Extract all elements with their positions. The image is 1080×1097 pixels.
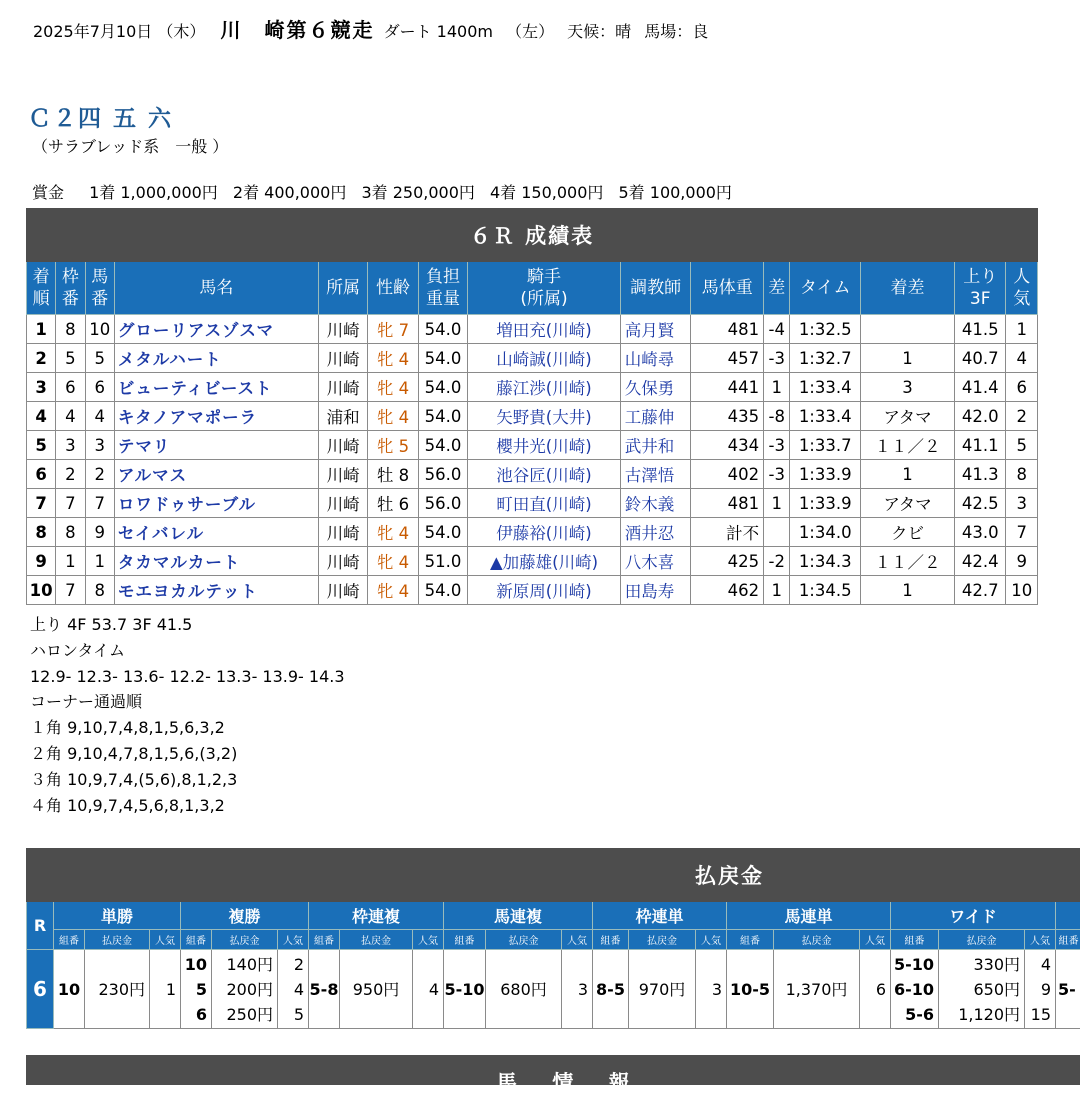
payout-sub-row [27, 930, 1080, 950]
popularity: 6 [1006, 373, 1038, 402]
result-row [27, 576, 1038, 605]
weight-diff [764, 518, 790, 547]
group-fukusho: 複勝 [181, 902, 309, 930]
sub-pop: 人気 [150, 930, 181, 950]
sex-age: 牡 8 [368, 460, 418, 489]
corner-1: １角 9,10,7,4,8,1,5,6,3,2 [30, 715, 345, 741]
tansho-amount: 230円 [85, 950, 150, 1029]
carried-weight: 54.0 [418, 518, 467, 547]
col-diff: 差 [764, 262, 790, 315]
rank: 7 [27, 489, 56, 518]
trainer-link[interactable]: 鈴木義 [620, 489, 691, 518]
wakuren-fuku-amount: 950円 [340, 950, 413, 1029]
horse-number: 10 [85, 315, 114, 344]
col-weight: 負担 重量 [418, 262, 467, 315]
popularity: 7 [1006, 518, 1038, 547]
body-weight: 441 [691, 373, 764, 402]
weight-diff: -2 [764, 547, 790, 576]
rank: 1 [27, 315, 56, 344]
result-row [27, 373, 1038, 402]
trainer-link[interactable]: 工藤伸 [620, 402, 691, 431]
group-umaren-fuku: 馬連複 [444, 902, 593, 930]
horse-name-link[interactable]: モエヨカルテット [114, 576, 318, 605]
carried-weight: 51.0 [418, 547, 467, 576]
horse-number: 1 [85, 547, 114, 576]
horse-info-title: 馬 情 報 [496, 1067, 644, 1097]
cutoff-combo: 5- [1056, 950, 1080, 1029]
margin: １１／２ [861, 547, 955, 576]
trainer-link[interactable]: 八木喜 [620, 547, 691, 576]
prize-item: 4着 150,000円 [490, 183, 603, 202]
body-weight: 402 [691, 460, 764, 489]
sub-combo: 組番 [444, 930, 486, 950]
affiliation: 川崎 [318, 576, 367, 605]
wakuren-fuku-pop: 4 [413, 950, 444, 1029]
result-row [27, 315, 1038, 344]
finish-time: 1:33.4 [790, 373, 861, 402]
rank: 8 [27, 518, 56, 547]
carried-weight: 56.0 [418, 489, 467, 518]
result-row [27, 518, 1038, 547]
margin [861, 315, 955, 344]
affiliation: 川崎 [318, 373, 367, 402]
sex-age: 牝 5 [368, 431, 418, 460]
trainer-link[interactable]: 久保勇 [620, 373, 691, 402]
margin: 1 [861, 344, 955, 373]
wakuren-tan-amount: 970円 [629, 950, 696, 1029]
weight-diff: 1 [764, 489, 790, 518]
prize-item: 2着 400,000円 [233, 183, 346, 202]
sub-pop: 人気 [562, 930, 593, 950]
corner-label: コーナー通過順 [30, 689, 345, 715]
corner-4: ４角 10,9,7,4,5,6,8,1,3,2 [30, 793, 345, 819]
fukusho-amounts: 140円 200円 250円 [212, 950, 278, 1029]
margin: アタマ [861, 489, 955, 518]
results-table [26, 208, 1038, 605]
sub-pop: 人気 [278, 930, 309, 950]
race-header [33, 14, 708, 43]
last-3f: 40.7 [954, 344, 1006, 373]
horse-name-link[interactable]: キタノアマポーラ [114, 402, 318, 431]
weight-diff: 1 [764, 576, 790, 605]
race-date: 2025年7月10日 [33, 22, 152, 41]
body-weight: 481 [691, 315, 764, 344]
col-popularity: 人 気 [1006, 262, 1038, 315]
finish-time: 1:33.9 [790, 460, 861, 489]
corner-2: ２角 9,10,4,7,8,1,5,6,(3,2) [30, 741, 345, 767]
sub-combo: 組番 [727, 930, 774, 950]
umaren-fuku-pop: 3 [562, 950, 593, 1029]
frame-number: 5 [56, 344, 85, 373]
jockey-link[interactable]: 町田直(川崎) [468, 489, 620, 518]
jockey-link[interactable]: 藤江渉(川崎) [468, 373, 620, 402]
popularity: 3 [1006, 489, 1038, 518]
sub-combo: 組番 [1056, 930, 1080, 950]
umaren-fuku-amount: 680円 [486, 950, 562, 1029]
margin: １１／２ [861, 431, 955, 460]
sub-combo: 組番 [593, 930, 629, 950]
horse-number: 5 [85, 344, 114, 373]
horse-name-link[interactable]: アルマス [114, 460, 318, 489]
furlong-label: ハロンタイム [30, 638, 345, 664]
margin: アタマ [861, 402, 955, 431]
payout-table [26, 848, 1080, 1029]
group-wakuren-tan: 枠連単 [593, 902, 727, 930]
col-body-weight: 馬体重 [691, 262, 764, 315]
prize-item: 5着 100,000円 [619, 183, 732, 202]
sub-amount: 払戻金 [340, 930, 413, 950]
results-title: ６Ｒ 成績表 [27, 209, 1038, 262]
horse-name-link[interactable]: セイバレル [114, 518, 318, 547]
sub-combo: 組番 [891, 930, 939, 950]
col-race: R [27, 902, 54, 950]
carried-weight: 56.0 [418, 460, 467, 489]
body-weight: 435 [691, 402, 764, 431]
body-weight: 481 [691, 489, 764, 518]
result-row [27, 489, 1038, 518]
trainer-link[interactable]: 高月賢 [620, 315, 691, 344]
trainer-link[interactable]: 古澤悟 [620, 460, 691, 489]
popularity: 9 [1006, 547, 1038, 576]
weight-diff: -8 [764, 402, 790, 431]
umaren-tan-combo: 10-5 [727, 950, 774, 1029]
last-3f: 41.4 [954, 373, 1006, 402]
affiliation: 川崎 [318, 431, 367, 460]
jockey-link[interactable]: 矢野貴(大井) [468, 402, 620, 431]
wakuren-tan-combo: 8-5 [593, 950, 629, 1029]
rank: 9 [27, 547, 56, 576]
col-sex-age: 性齢 [368, 262, 418, 315]
weight-diff: 1 [764, 373, 790, 402]
sex-age: 牝 4 [368, 344, 418, 373]
carried-weight: 54.0 [418, 402, 467, 431]
prize-item: 3着 250,000円 [361, 183, 474, 202]
popularity: 2 [1006, 402, 1038, 431]
affiliation: 川崎 [318, 489, 367, 518]
last-3f: 42.4 [954, 547, 1006, 576]
frame-number: 7 [56, 489, 85, 518]
popularity: 10 [1006, 576, 1038, 605]
group-umaren-tan: 馬連単 [727, 902, 891, 930]
sex-age: 牝 4 [368, 547, 418, 576]
trainer-link[interactable]: 田島寿 [620, 576, 691, 605]
payout-row [27, 950, 1080, 1029]
rank: 2 [27, 344, 56, 373]
affiliation: 浦和 [318, 402, 367, 431]
last-3f: 43.0 [954, 518, 1006, 547]
corner-3: ３角 10,9,7,4,(5,6),8,1,2,3 [30, 767, 345, 793]
finish-time: 1:34.5 [790, 576, 861, 605]
jockey-link[interactable]: 山崎誠(川崎) [468, 344, 620, 373]
carried-weight: 54.0 [418, 344, 467, 373]
group-wakuren-fuku: 枠連複 [309, 902, 444, 930]
trainer-link[interactable]: 酒井忍 [620, 518, 691, 547]
col-number: 馬 番 [85, 262, 114, 315]
tansho-pop: 1 [150, 950, 181, 1029]
sub-combo: 組番 [181, 930, 212, 950]
carried-weight: 54.0 [418, 576, 467, 605]
horse-name-link[interactable]: ビューティビースト [114, 373, 318, 402]
umaren-fuku-combo: 5-10 [444, 950, 486, 1029]
body-weight: 計不 [691, 518, 764, 547]
last-3f: 42.0 [954, 402, 1006, 431]
result-row [27, 431, 1038, 460]
frame-number: 2 [56, 460, 85, 489]
race-direction: （左） [506, 22, 554, 41]
sex-age: 牝 4 [368, 373, 418, 402]
rank: 10 [27, 576, 56, 605]
race-number: 6 [27, 950, 54, 1029]
carried-weight: 54.0 [418, 315, 467, 344]
weight-diff: -3 [764, 460, 790, 489]
col-rank: 着 順 [27, 262, 56, 315]
trainer-link[interactable]: 武井和 [620, 431, 691, 460]
result-row [27, 547, 1038, 576]
weight-diff: -3 [764, 344, 790, 373]
sex-age: 牝 4 [368, 402, 418, 431]
finish-time: 1:32.7 [790, 344, 861, 373]
body-weight: 462 [691, 576, 764, 605]
rank: 3 [27, 373, 56, 402]
group-cutoff [1056, 902, 1080, 930]
payout-group-row [27, 902, 1080, 930]
sub-amount: 払戻金 [629, 930, 696, 950]
popularity: 8 [1006, 460, 1038, 489]
sub-combo: 組番 [54, 930, 85, 950]
weight-diff: -3 [764, 431, 790, 460]
sex-age: 牝 7 [368, 315, 418, 344]
race-class: Ｃ２四 五 六 [28, 100, 173, 133]
affiliation: 川崎 [318, 315, 367, 344]
horse-name-link[interactable]: テマリ [114, 431, 318, 460]
umaren-tan-pop: 6 [860, 950, 891, 1029]
frame-number: 1 [56, 547, 85, 576]
last-3f: 41.1 [954, 431, 1006, 460]
result-row [27, 402, 1038, 431]
prize-money [32, 180, 742, 203]
body-weight: 457 [691, 344, 764, 373]
popularity: 4 [1006, 344, 1038, 373]
col-margin: 着差 [861, 262, 955, 315]
finish-time: 1:33.7 [790, 431, 861, 460]
margin: 1 [861, 460, 955, 489]
results-header-row [27, 262, 1038, 315]
jockey-link[interactable]: 伊藤裕(川崎) [468, 518, 620, 547]
trainer-link[interactable]: 山崎尋 [620, 344, 691, 373]
race-weekday: （木） [157, 22, 205, 41]
horse-name-link[interactable]: ロワドゥサーブル [114, 489, 318, 518]
race-notes [30, 612, 345, 818]
horse-number: 3 [85, 431, 114, 460]
horse-name-link[interactable]: グローリアスゾスマ [114, 315, 318, 344]
sub-amount: 払戻金 [486, 930, 562, 950]
frame-number: 7 [56, 576, 85, 605]
sub-pop: 人気 [860, 930, 891, 950]
rank: 5 [27, 431, 56, 460]
sub-amount: 払戻金 [939, 930, 1025, 950]
sub-pop: 人気 [1025, 930, 1056, 950]
col-last3f: 上り 3F [954, 262, 1006, 315]
prize-item: 1着 1,000,000円 [89, 183, 218, 202]
payout-title: 払戻金 [27, 849, 1080, 902]
affiliation: 川崎 [318, 460, 367, 489]
frame-number: 8 [56, 315, 85, 344]
jockey-link[interactable]: 増田充(川崎) [468, 315, 620, 344]
last-3f: 42.5 [954, 489, 1006, 518]
prize-label: 賞金 [32, 183, 64, 202]
group-wide: ワイド [891, 902, 1056, 930]
sex-age: 牝 4 [368, 576, 418, 605]
margin: 3 [861, 373, 955, 402]
sub-combo: 組番 [309, 930, 340, 950]
frame-number: 3 [56, 431, 85, 460]
horse-info-header [26, 1055, 1080, 1085]
col-affiliation: 所属 [318, 262, 367, 315]
sub-amount: 払戻金 [85, 930, 150, 950]
body-weight: 434 [691, 431, 764, 460]
tansho-combo: 10 [54, 950, 85, 1029]
weight-diff: -4 [764, 315, 790, 344]
horse-number: 2 [85, 460, 114, 489]
race-name: 川 崎第６競走 [220, 18, 374, 42]
last-3f: 41.5 [954, 315, 1006, 344]
race-weather: 天候：晴 [567, 22, 631, 41]
umaren-tan-amount: 1,370円 [774, 950, 860, 1029]
sub-pop: 人気 [696, 930, 727, 950]
horse-number: 4 [85, 402, 114, 431]
sex-age: 牡 6 [368, 489, 418, 518]
last-3f: 42.7 [954, 576, 1006, 605]
horse-name-link[interactable]: タカマルカート [114, 547, 318, 576]
popularity: 1 [1006, 315, 1038, 344]
sub-pop: 人気 [413, 930, 444, 950]
wide-combos: 5-10 6-10 5-6 [891, 950, 939, 1029]
jockey-link[interactable]: 池谷匠(川崎) [468, 460, 620, 489]
wide-pops: 4 9 15 [1025, 950, 1056, 1029]
affiliation: 川崎 [318, 344, 367, 373]
finish-time: 1:33.9 [790, 489, 861, 518]
group-tansho: 単勝 [54, 902, 181, 930]
last-3f: 41.3 [954, 460, 1006, 489]
race-track: 馬場：良 [644, 22, 708, 41]
horse-number: 8 [85, 576, 114, 605]
agari-times: 上り 4F 53.7 3F 41.5 [30, 612, 345, 638]
finish-time: 1:34.3 [790, 547, 861, 576]
race-subclass: （サラブレッド系 一般 ） [32, 134, 228, 157]
horse-number: 6 [85, 373, 114, 402]
wakuren-tan-pop: 3 [696, 950, 727, 1029]
wakuren-fuku-combo: 5-8 [309, 950, 340, 1029]
popularity: 5 [1006, 431, 1038, 460]
sub-amount: 払戻金 [212, 930, 278, 950]
fukusho-combos: 10 5 6 [181, 950, 212, 1029]
jockey-link[interactable]: ▲加藤雄(川崎) [468, 547, 620, 576]
jockey-link[interactable]: 櫻井光(川崎) [468, 431, 620, 460]
rank: 4 [27, 402, 56, 431]
finish-time: 1:32.5 [790, 315, 861, 344]
race-course: ダート 1400m [384, 22, 493, 41]
wide-amounts: 330円 650円 1,120円 [939, 950, 1025, 1029]
col-trainer: 調教師 [620, 262, 691, 315]
col-horse: 馬名 [114, 262, 318, 315]
frame-number: 4 [56, 402, 85, 431]
result-row [27, 460, 1038, 489]
col-frame: 枠 番 [56, 262, 85, 315]
finish-time: 1:34.0 [790, 518, 861, 547]
sex-age: 牝 4 [368, 518, 418, 547]
affiliation: 川崎 [318, 518, 367, 547]
horse-name-link[interactable]: メタルハート [114, 344, 318, 373]
frame-number: 8 [56, 518, 85, 547]
fukusho-pops: 2 4 5 [278, 950, 309, 1029]
frame-number: 6 [56, 373, 85, 402]
margin: クビ [861, 518, 955, 547]
finish-time: 1:33.4 [790, 402, 861, 431]
jockey-link[interactable]: 新原周(川崎) [468, 576, 620, 605]
margin: 1 [861, 576, 955, 605]
furlong-times: 12.9- 12.3- 13.6- 12.2- 13.3- 13.9- 14.3 [30, 664, 345, 690]
result-row [27, 344, 1038, 373]
rank: 6 [27, 460, 56, 489]
horse-number: 9 [85, 518, 114, 547]
col-time: タイム [790, 262, 861, 315]
sub-amount: 払戻金 [774, 930, 860, 950]
col-jockey: 騎手 (所属) [468, 262, 620, 315]
affiliation: 川崎 [318, 547, 367, 576]
horse-number: 7 [85, 489, 114, 518]
carried-weight: 54.0 [418, 431, 467, 460]
carried-weight: 54.0 [418, 373, 467, 402]
body-weight: 425 [691, 547, 764, 576]
